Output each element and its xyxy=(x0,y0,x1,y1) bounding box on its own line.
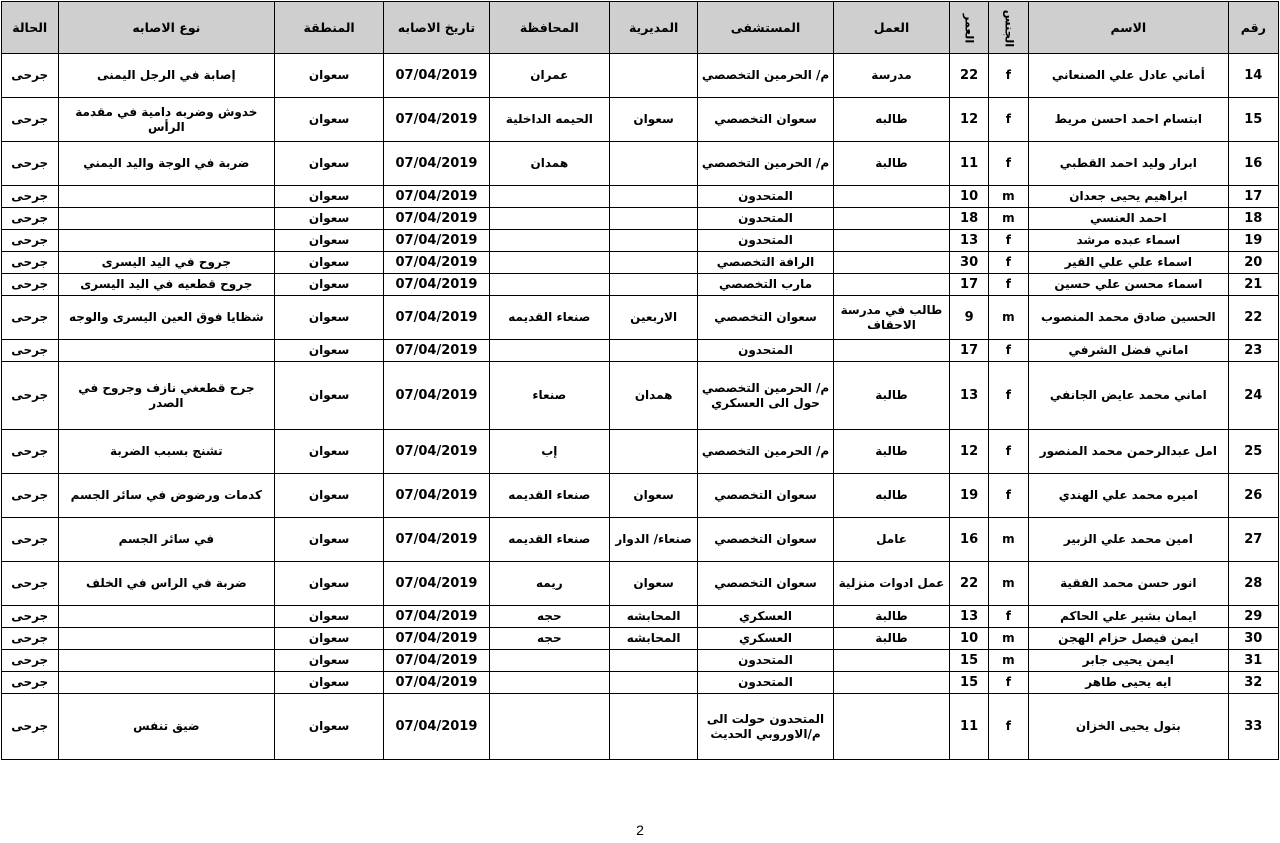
cell-status: جرحى xyxy=(2,628,59,650)
header-age xyxy=(950,2,988,54)
cell-injury xyxy=(58,340,275,362)
header-age-label: العمر xyxy=(962,13,977,43)
cell-job: عمل ادوات منزلية xyxy=(833,562,950,606)
cell-governorate: صنعاء القديمه xyxy=(489,518,609,562)
cell-date: 07/04/2019 xyxy=(384,430,490,474)
header-gender-label: الجنس xyxy=(1001,9,1016,47)
cell-hospital: م/ الحرمين التخصصي حول الى العسكري xyxy=(698,362,833,430)
cell-name: امل عبدالرحمن محمد المنصور xyxy=(1029,430,1229,474)
cell-age: 13 xyxy=(950,362,988,430)
table-row xyxy=(2,274,1279,296)
cell-governorate xyxy=(489,650,609,672)
cell-status: جرحى xyxy=(2,562,59,606)
cell-name: بتول يحيى الخزان xyxy=(1029,694,1229,760)
cell-area: سعوان xyxy=(275,518,384,562)
header-date: تاريخ الاصابه xyxy=(384,2,490,54)
cell-hospital: سعوان التخصصي xyxy=(698,98,833,142)
table-row xyxy=(2,98,1279,142)
cell-governorate xyxy=(489,340,609,362)
cell-directorate xyxy=(609,186,698,208)
cell-status: جرحى xyxy=(2,296,59,340)
cell-job: طالبة xyxy=(833,362,950,430)
cell-num: 32 xyxy=(1228,672,1278,694)
cell-injury: إصابة في الرجل اليمنى xyxy=(58,54,275,98)
cell-injury: شظايا فوق العين اليسرى والوجه xyxy=(58,296,275,340)
table-row xyxy=(2,672,1279,694)
cell-name: اماني فضل الشرفي xyxy=(1029,340,1229,362)
cell-status: جرحى xyxy=(2,650,59,672)
cell-status: جرحى xyxy=(2,474,59,518)
cell-governorate xyxy=(489,230,609,252)
cell-injury: ضربة في الراس في الخلف xyxy=(58,562,275,606)
cell-hospital: الرافة التخصصي xyxy=(698,252,833,274)
cell-age: 22 xyxy=(950,562,988,606)
cell-area: سعوان xyxy=(275,562,384,606)
cell-age: 12 xyxy=(950,98,988,142)
cell-status: جرحى xyxy=(2,274,59,296)
casualty-table xyxy=(1,1,1279,760)
cell-injury xyxy=(58,650,275,672)
cell-area: سعوان xyxy=(275,98,384,142)
cell-date: 07/04/2019 xyxy=(384,562,490,606)
cell-directorate: صنعاء/ الدوار xyxy=(609,518,698,562)
header-num: رقم xyxy=(1228,2,1278,54)
cell-injury xyxy=(58,230,275,252)
cell-area: سعوان xyxy=(275,672,384,694)
cell-num: 33 xyxy=(1228,694,1278,760)
cell-num: 22 xyxy=(1228,296,1278,340)
cell-status: جرحى xyxy=(2,54,59,98)
cell-injury: كدمات ورضوض في سائر الجسم xyxy=(58,474,275,518)
cell-governorate: همدان xyxy=(489,142,609,186)
header-injury: نوع الاصابه xyxy=(58,2,275,54)
cell-name: اسماء محسن علي حسين xyxy=(1029,274,1229,296)
cell-job: طالبه xyxy=(833,98,950,142)
cell-area: سعوان xyxy=(275,142,384,186)
cell-injury xyxy=(58,208,275,230)
cell-name: اميره محمد علي الهندي xyxy=(1029,474,1229,518)
cell-gender: f xyxy=(988,474,1028,518)
cell-num: 21 xyxy=(1228,274,1278,296)
cell-num: 28 xyxy=(1228,562,1278,606)
cell-status: جرحى xyxy=(2,142,59,186)
table-row xyxy=(2,628,1279,650)
cell-date: 07/04/2019 xyxy=(384,296,490,340)
cell-name: ابرار وليد احمد القطبي xyxy=(1029,142,1229,186)
cell-age: 9 xyxy=(950,296,988,340)
cell-num: 23 xyxy=(1228,340,1278,362)
cell-age: 10 xyxy=(950,186,988,208)
cell-gender: m xyxy=(988,628,1028,650)
cell-date: 07/04/2019 xyxy=(384,606,490,628)
cell-directorate xyxy=(609,252,698,274)
cell-directorate xyxy=(609,430,698,474)
cell-hospital: المتحدون xyxy=(698,650,833,672)
cell-date: 07/04/2019 xyxy=(384,672,490,694)
cell-job xyxy=(833,340,950,362)
cell-num: 29 xyxy=(1228,606,1278,628)
cell-date: 07/04/2019 xyxy=(384,208,490,230)
cell-directorate xyxy=(609,672,698,694)
cell-job: طالبه xyxy=(833,474,950,518)
cell-date: 07/04/2019 xyxy=(384,252,490,274)
cell-age: 16 xyxy=(950,518,988,562)
cell-name: ابتسام احمد احسن مريط xyxy=(1029,98,1229,142)
cell-hospital: العسكري xyxy=(698,628,833,650)
cell-area: سعوان xyxy=(275,274,384,296)
cell-job xyxy=(833,274,950,296)
cell-status: جرحى xyxy=(2,362,59,430)
cell-age: 17 xyxy=(950,274,988,296)
cell-hospital: سعوان التخصصي xyxy=(698,518,833,562)
cell-name: ايمن فيصل حزام الهجن xyxy=(1029,628,1229,650)
cell-gender: f xyxy=(988,274,1028,296)
cell-hospital: سعوان التخصصي xyxy=(698,474,833,518)
cell-directorate: المحابشه xyxy=(609,606,698,628)
cell-injury xyxy=(58,186,275,208)
cell-area: سعوان xyxy=(275,430,384,474)
cell-hospital: سعوان التخصصي xyxy=(698,296,833,340)
cell-num: 19 xyxy=(1228,230,1278,252)
cell-directorate: المحابشه xyxy=(609,628,698,650)
cell-hospital: م/ الحرمين التخصصي xyxy=(698,142,833,186)
cell-date: 07/04/2019 xyxy=(384,362,490,430)
cell-governorate xyxy=(489,252,609,274)
cell-date: 07/04/2019 xyxy=(384,518,490,562)
cell-age: 18 xyxy=(950,208,988,230)
cell-name: احمد العنسي xyxy=(1029,208,1229,230)
cell-status: جرحى xyxy=(2,208,59,230)
cell-age: 15 xyxy=(950,672,988,694)
cell-num: 18 xyxy=(1228,208,1278,230)
cell-gender: f xyxy=(988,98,1028,142)
cell-name: ايمن يحيى جابر xyxy=(1029,650,1229,672)
cell-gender: m xyxy=(988,186,1028,208)
cell-age: 15 xyxy=(950,650,988,672)
table-row xyxy=(2,562,1279,606)
cell-hospital: المتحدون xyxy=(698,186,833,208)
cell-area: سعوان xyxy=(275,186,384,208)
cell-date: 07/04/2019 xyxy=(384,474,490,518)
cell-directorate: همدان xyxy=(609,362,698,430)
cell-gender: f xyxy=(988,694,1028,760)
cell-gender: f xyxy=(988,252,1028,274)
cell-name: انور حسن محمد الفقية xyxy=(1029,562,1229,606)
cell-directorate xyxy=(609,142,698,186)
cell-injury: ضيق تنفس xyxy=(58,694,275,760)
cell-injury xyxy=(58,606,275,628)
cell-area: سعوان xyxy=(275,628,384,650)
cell-governorate: حجه xyxy=(489,628,609,650)
cell-job: طالبة xyxy=(833,606,950,628)
cell-governorate: صنعاء xyxy=(489,362,609,430)
cell-gender: f xyxy=(988,430,1028,474)
cell-governorate xyxy=(489,208,609,230)
cell-gender: f xyxy=(988,54,1028,98)
cell-hospital: م/ الحرمين التخصصي xyxy=(698,54,833,98)
cell-governorate: إب xyxy=(489,430,609,474)
cell-job: عامل xyxy=(833,518,950,562)
cell-area: سعوان xyxy=(275,474,384,518)
cell-status: جرحى xyxy=(2,230,59,252)
cell-directorate: سعوان xyxy=(609,562,698,606)
table-header xyxy=(2,2,1279,54)
cell-name: أماني عادل علي الصنعاني xyxy=(1029,54,1229,98)
cell-gender: m xyxy=(988,562,1028,606)
cell-status: جرحى xyxy=(2,672,59,694)
cell-status: جرحى xyxy=(2,694,59,760)
table-row xyxy=(2,54,1279,98)
table-row xyxy=(2,650,1279,672)
cell-injury: جروح قطعيه في اليد اليسرى xyxy=(58,274,275,296)
cell-injury xyxy=(58,672,275,694)
cell-status: جرحى xyxy=(2,518,59,562)
cell-directorate xyxy=(609,230,698,252)
cell-hospital: المتحدون حولت الى م/الاوروبي الحديث xyxy=(698,694,833,760)
cell-governorate xyxy=(489,694,609,760)
cell-status: جرحى xyxy=(2,340,59,362)
cell-age: 19 xyxy=(950,474,988,518)
cell-governorate xyxy=(489,672,609,694)
cell-governorate: صنعاء القديمه xyxy=(489,296,609,340)
page-number: 2 xyxy=(636,822,644,838)
cell-area: سعوان xyxy=(275,208,384,230)
cell-area: سعوان xyxy=(275,362,384,430)
cell-job: طالبة xyxy=(833,628,950,650)
table-row xyxy=(2,252,1279,274)
cell-num: 17 xyxy=(1228,186,1278,208)
cell-name: ايمان بشير علي الحاكم xyxy=(1029,606,1229,628)
cell-job xyxy=(833,650,950,672)
cell-age: 13 xyxy=(950,230,988,252)
cell-directorate: سعوان xyxy=(609,474,698,518)
table-row xyxy=(2,340,1279,362)
cell-area: سعوان xyxy=(275,230,384,252)
cell-governorate: ريمه xyxy=(489,562,609,606)
table-body xyxy=(2,54,1279,760)
cell-injury: في سائر الجسم xyxy=(58,518,275,562)
cell-age: 17 xyxy=(950,340,988,362)
cell-injury: خدوش وضربه دامية في مقدمة الرأس xyxy=(58,98,275,142)
cell-num: 14 xyxy=(1228,54,1278,98)
cell-governorate: صنعاء القديمه xyxy=(489,474,609,518)
cell-governorate xyxy=(489,274,609,296)
cell-age: 11 xyxy=(950,142,988,186)
cell-job xyxy=(833,230,950,252)
cell-gender: m xyxy=(988,208,1028,230)
cell-directorate xyxy=(609,340,698,362)
cell-num: 27 xyxy=(1228,518,1278,562)
cell-date: 07/04/2019 xyxy=(384,186,490,208)
table-row xyxy=(2,362,1279,430)
cell-age: 11 xyxy=(950,694,988,760)
cell-job xyxy=(833,208,950,230)
cell-hospital: سعوان التخصصي xyxy=(698,562,833,606)
cell-job: طالبة xyxy=(833,142,950,186)
cell-num: 24 xyxy=(1228,362,1278,430)
cell-age: 30 xyxy=(950,252,988,274)
cell-date: 07/04/2019 xyxy=(384,694,490,760)
cell-date: 07/04/2019 xyxy=(384,142,490,186)
header-name: الاسم xyxy=(1029,2,1229,54)
cell-hospital: العسكري xyxy=(698,606,833,628)
cell-area: سعوان xyxy=(275,694,384,760)
cell-job xyxy=(833,672,950,694)
cell-job: مدرسة xyxy=(833,54,950,98)
header-status: الحالة xyxy=(2,2,59,54)
cell-area: سعوان xyxy=(275,54,384,98)
cell-num: 25 xyxy=(1228,430,1278,474)
cell-hospital: المتحدون xyxy=(698,230,833,252)
cell-date: 07/04/2019 xyxy=(384,340,490,362)
table-row xyxy=(2,186,1279,208)
header-area: المنطقة xyxy=(275,2,384,54)
cell-job xyxy=(833,694,950,760)
cell-area: سعوان xyxy=(275,296,384,340)
cell-date: 07/04/2019 xyxy=(384,628,490,650)
cell-gender: f xyxy=(988,362,1028,430)
cell-injury: ضربة في الوجة واليد اليمني xyxy=(58,142,275,186)
cell-date: 07/04/2019 xyxy=(384,650,490,672)
cell-area: سعوان xyxy=(275,252,384,274)
header-directorate: المديرية xyxy=(609,2,698,54)
cell-injury: جروح في اليد اليسرى xyxy=(58,252,275,274)
header-row xyxy=(2,2,1279,54)
cell-directorate xyxy=(609,54,698,98)
cell-directorate xyxy=(609,274,698,296)
cell-injury: تشنج بسبب الضربة xyxy=(58,430,275,474)
cell-governorate: الحيمه الداخلية xyxy=(489,98,609,142)
cell-name: اسماء علي علي القير xyxy=(1029,252,1229,274)
cell-hospital: المتحدون xyxy=(698,672,833,694)
header-gender xyxy=(988,2,1028,54)
cell-gender: f xyxy=(988,340,1028,362)
cell-gender: m xyxy=(988,650,1028,672)
cell-name: ابراهيم يحيى جعدان xyxy=(1029,186,1229,208)
cell-governorate: حجه xyxy=(489,606,609,628)
cell-age: 22 xyxy=(950,54,988,98)
cell-date: 07/04/2019 xyxy=(384,98,490,142)
cell-date: 07/04/2019 xyxy=(384,274,490,296)
cell-hospital: مارب التخصصي xyxy=(698,274,833,296)
cell-name: اسماء عبده مرشد xyxy=(1029,230,1229,252)
cell-directorate xyxy=(609,208,698,230)
cell-gender: m xyxy=(988,518,1028,562)
cell-injury xyxy=(58,628,275,650)
table-row xyxy=(2,296,1279,340)
cell-name: اماني محمد عايض الجانفي xyxy=(1029,362,1229,430)
header-job: العمل xyxy=(833,2,950,54)
cell-num: 20 xyxy=(1228,252,1278,274)
cell-gender: f xyxy=(988,606,1028,628)
cell-directorate xyxy=(609,694,698,760)
cell-name: امين محمد علي الزبير xyxy=(1029,518,1229,562)
cell-directorate xyxy=(609,650,698,672)
cell-date: 07/04/2019 xyxy=(384,230,490,252)
cell-gender: f xyxy=(988,142,1028,186)
cell-governorate xyxy=(489,186,609,208)
cell-area: سعوان xyxy=(275,606,384,628)
cell-job: طالبة xyxy=(833,430,950,474)
cell-injury: جرح قطعغي نازف وجروح في الصدر xyxy=(58,362,275,430)
cell-status: جرحى xyxy=(2,430,59,474)
cell-job xyxy=(833,252,950,274)
cell-name: ايه يحيى طاهر xyxy=(1029,672,1229,694)
header-governorate: المحافظة xyxy=(489,2,609,54)
table-row xyxy=(2,430,1279,474)
header-hospital: المستشفى xyxy=(698,2,833,54)
cell-gender: m xyxy=(988,296,1028,340)
cell-hospital: المتحدون xyxy=(698,340,833,362)
table-row xyxy=(2,230,1279,252)
cell-age: 12 xyxy=(950,430,988,474)
casualty-table-sheet xyxy=(1,1,1279,760)
table-row xyxy=(2,474,1279,518)
table-row xyxy=(2,518,1279,562)
cell-hospital: م/ الحرمين التخصصي xyxy=(698,430,833,474)
cell-num: 31 xyxy=(1228,650,1278,672)
cell-area: سعوان xyxy=(275,340,384,362)
cell-age: 13 xyxy=(950,606,988,628)
cell-gender: f xyxy=(988,230,1028,252)
cell-directorate: الاربعين xyxy=(609,296,698,340)
cell-num: 30 xyxy=(1228,628,1278,650)
cell-area: سعوان xyxy=(275,650,384,672)
cell-status: جرحى xyxy=(2,252,59,274)
cell-status: جرحى xyxy=(2,98,59,142)
cell-directorate: سعوان xyxy=(609,98,698,142)
cell-name: الحسين صادق محمد المنصوب xyxy=(1029,296,1229,340)
cell-num: 26 xyxy=(1228,474,1278,518)
cell-job: طالب في مدرسة الاحقاف xyxy=(833,296,950,340)
table-row xyxy=(2,606,1279,628)
cell-date: 07/04/2019 xyxy=(384,54,490,98)
cell-governorate: عمران xyxy=(489,54,609,98)
cell-job xyxy=(833,186,950,208)
cell-num: 16 xyxy=(1228,142,1278,186)
cell-status: جرحى xyxy=(2,186,59,208)
cell-status: جرحى xyxy=(2,606,59,628)
table-row xyxy=(2,142,1279,186)
cell-gender: f xyxy=(988,672,1028,694)
cell-num: 15 xyxy=(1228,98,1278,142)
cell-hospital: المتحدون xyxy=(698,208,833,230)
table-row xyxy=(2,694,1279,760)
table-row xyxy=(2,208,1279,230)
cell-age: 10 xyxy=(950,628,988,650)
